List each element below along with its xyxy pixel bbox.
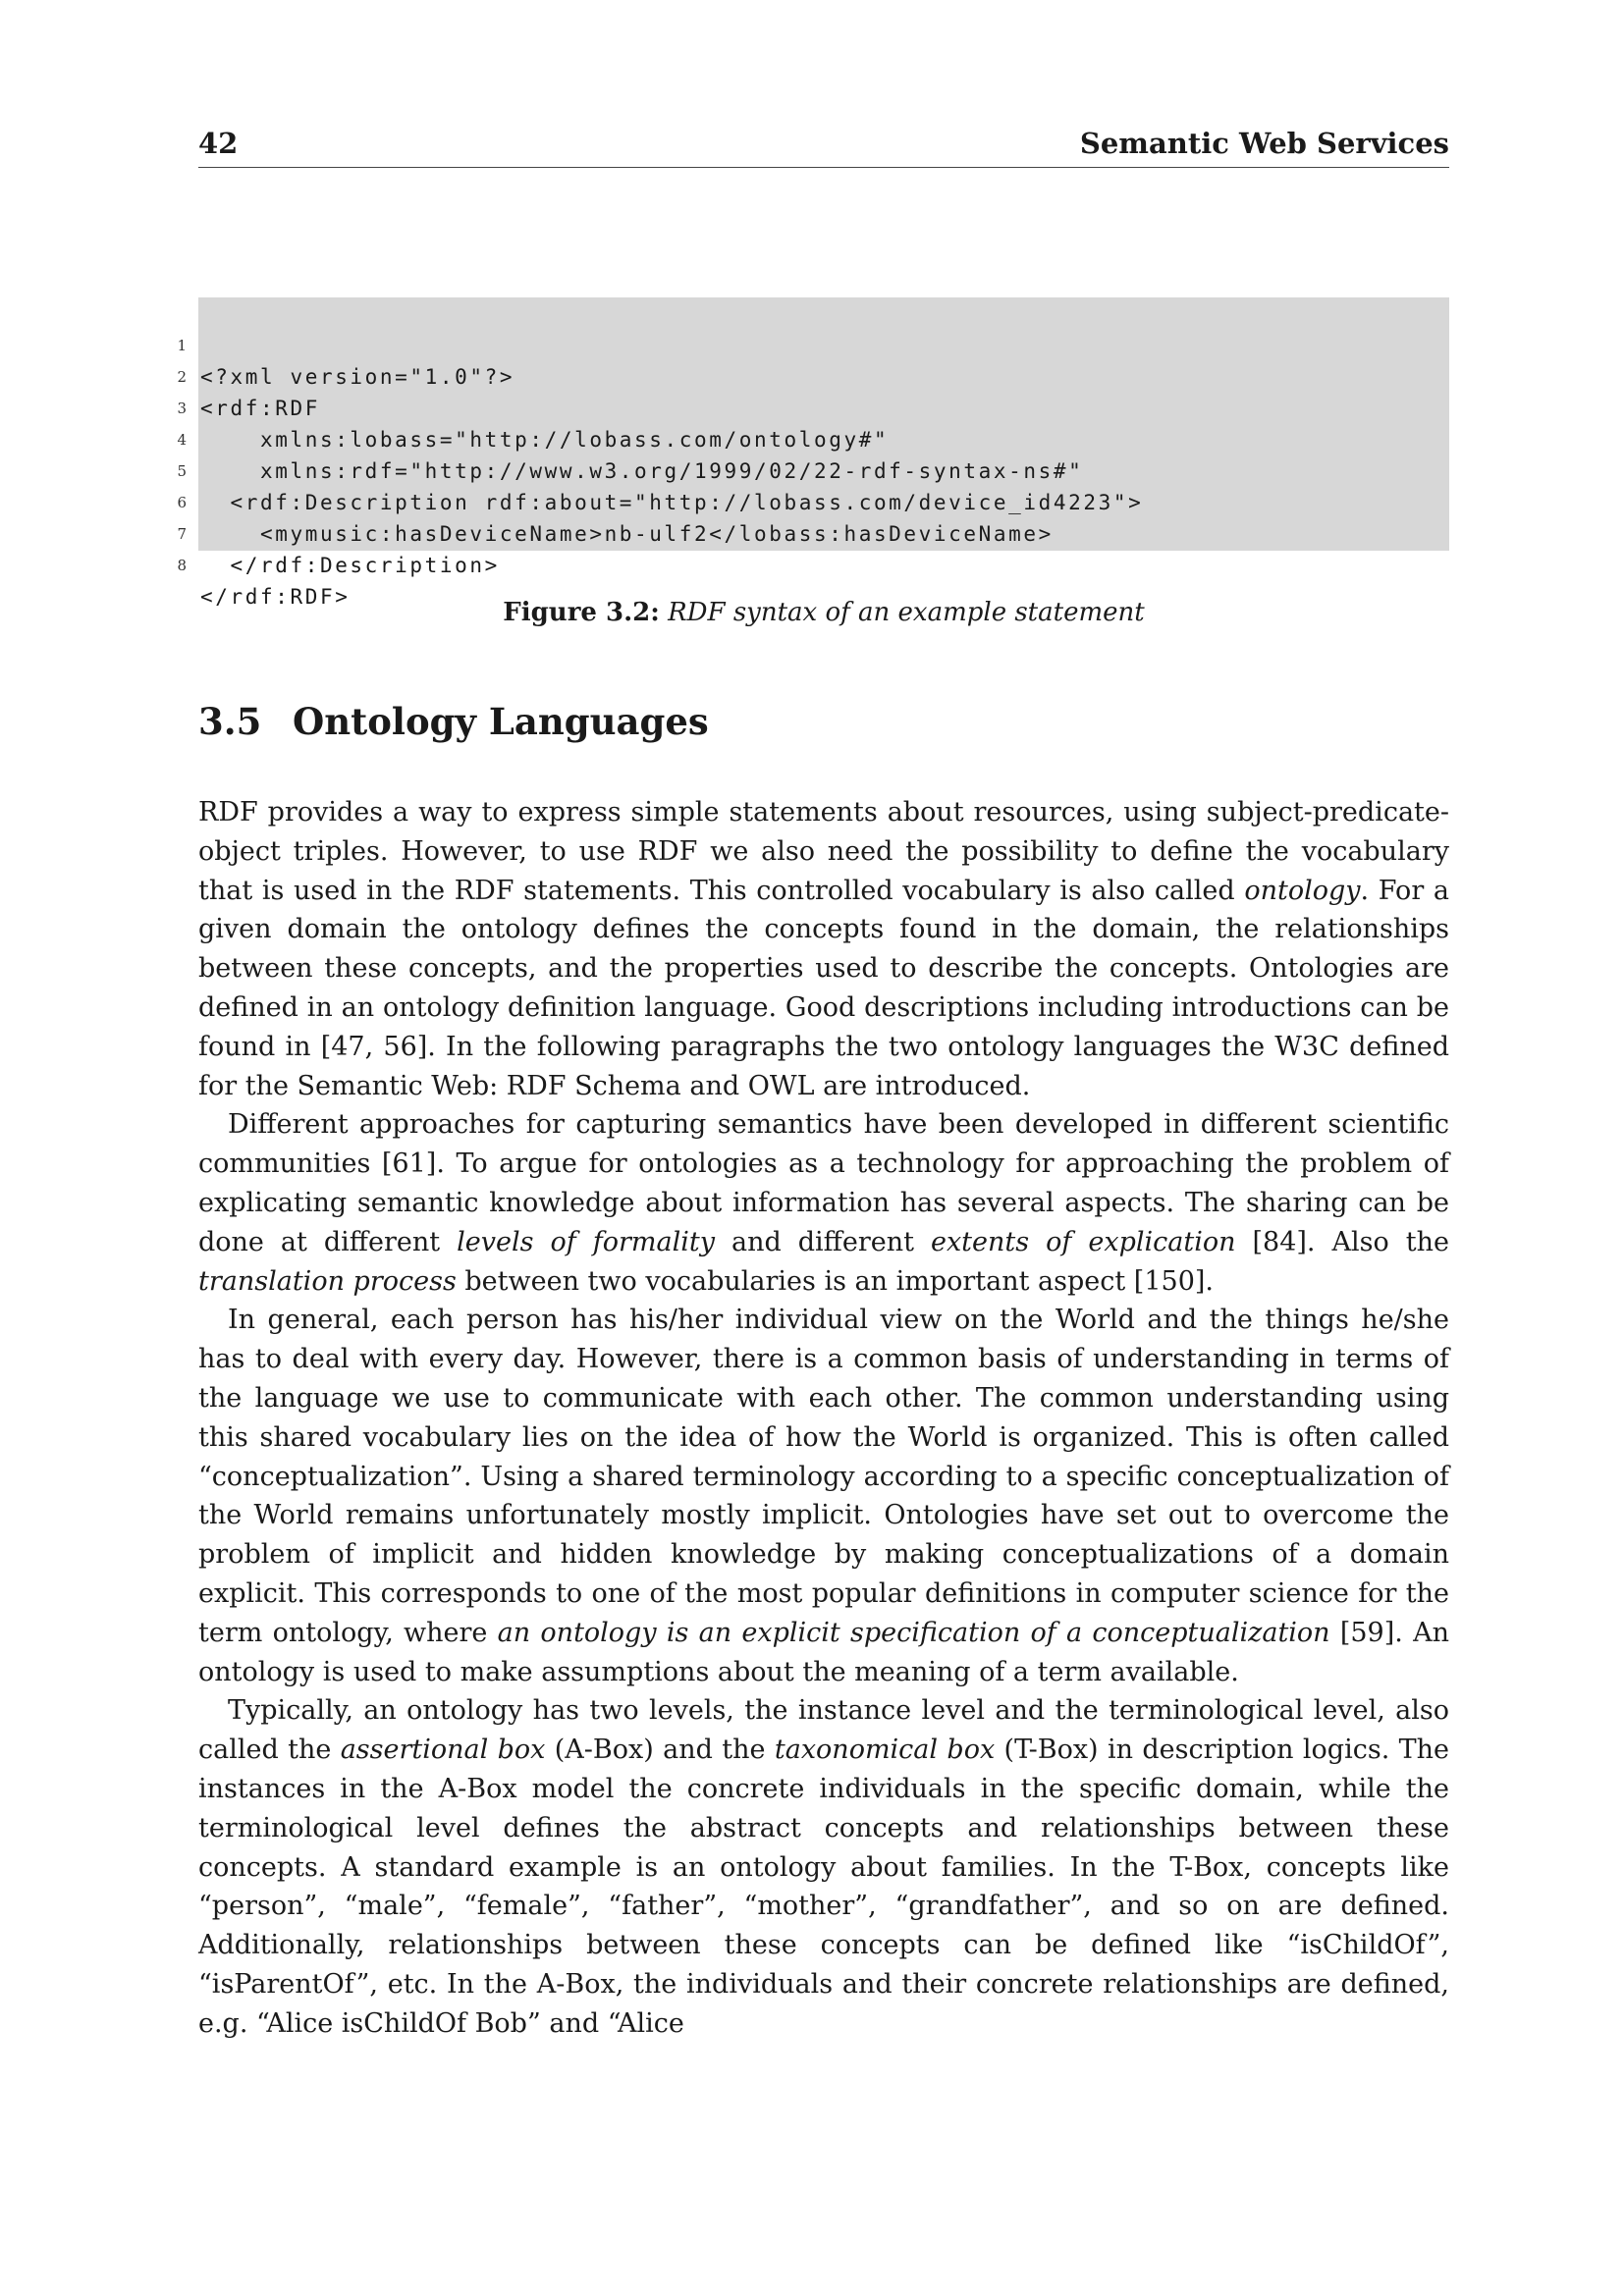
emphasis: extents of explication [930,1226,1236,1257]
text-run: . For a given domain the ontology defines the concepts found in the domain, the relationships between these concepts, and the properties used to describe the concepts. Ontologies are defined in an ontology definition language. Good descriptions including introductions can be found in [47, 56]. In the following paragraphs the two ontology languages the W3C defined for the Semantic Web: RDF Schema and OWL are introduced. [198,875,1449,1101]
figure-caption-text: RDF syntax of an example statement [668,598,1145,627]
emphasis: ontology [1244,875,1361,906]
line-number: 5 [177,462,187,480]
text-run: [59]. An ontology is used to make assumptions about the meaning of a term available. [198,1617,1449,1687]
section-title: Ontology Languages [293,700,709,743]
text-run: and different [714,1226,931,1257]
text-run: between two vocabularies is an important aspect [150]. [456,1265,1214,1297]
body-text [198,793,1449,2044]
emphasis: an ontology is an explicit specification of a conceptualization [497,1617,1330,1648]
text-run: Different approaches for capturing semantics have been developed in different scientific communities [61]. To argue for ontologies as a technology for approaching the problem of explicating semantic knowledge about information has several aspects. The sharing can be done at different [198,1109,1449,1257]
text-run: (A-Box) and the [545,1735,775,1766]
code-listing [177,297,1449,609]
code-text: <?xml version="1.0"?> [200,365,515,389]
code-text: <mymusic:hasDeviceName>nb-ulf2</lobass:hasDeviceName> [200,522,1054,546]
emphasis: translation process [198,1265,457,1297]
code-text: <rdf:Description rdf:about="http://lobass.com/device_id4223"> [200,491,1144,514]
text-run: In general, each person has his/her individual view on the World and the things he/she has to deal with every day. However, there is a common basis of understanding in terms of the language we use to communicate with each other. The common understanding using this shared vocabulary lies on the idea of how the World is organized. This is often called “conceptualization”. Using a shared terminology according to a specific conceptualization of the World remains unfortunately mostly implicit. Ontologies have set out to overcome the problem of implicit and hidden knowledge by making conceptualizations of a domain explicit. This corresponds to one of the most popular definitions in computer science for the term ontology, where [198,1305,1449,1648]
line-number: 3 [177,400,187,417]
figure-caption [198,596,1449,629]
code-text: </rdf:Description> [200,554,500,577]
code-text: xmlns:rdf="http://www.w3.org/1999/02/22-rdf-syntax-ns#" [200,459,1084,483]
section-number: 3.5 [198,700,262,743]
line-number: 2 [177,368,187,386]
line-number: 4 [177,431,187,449]
paragraph [198,793,1449,1105]
emphasis: taxonomical box [774,1735,996,1766]
running-title: Semantic Web Services [1079,127,1449,160]
running-header [198,126,1449,168]
code-text: <rdf:RDF [200,397,320,420]
emphasis: assertional box [340,1735,546,1766]
paragraph [198,1301,1449,1691]
code-text: </rdf:RDF> [200,585,351,609]
code-text: xmlns:lobass="http://lobass.com/ontology#" [200,428,890,452]
section-heading [198,699,709,744]
emphasis: levels of formality [457,1226,715,1257]
line-number: 8 [177,557,187,574]
line-number: 6 [177,494,187,511]
page-number: 42 [198,127,239,160]
paragraph [198,1105,1449,1301]
text-run: RDF provides a way to express simple statements about resources, using subject-predicate-object triples. However, to use RDF we also need the possibility to define the vocabulary that is used in the RDF statements. This controlled vocabulary is also called [198,797,1449,906]
code-line [177,298,1449,389]
figure-label: Figure 3.2: [503,598,660,627]
text-run: (T-Box) in description logics. The instances in the A-Box model the concrete individuals in the specific domain, while the terminological level defines the abstract concepts and relationships between these concepts. A standard example is an ontology about families. In the T-Box, concepts like “person”, “male”, “female”, “father”, “mother”, “grandfather”, and so on are defined. Additionally, relationships between these concepts can be defined like “isChildOf”, “isParentOf”, etc. In the A-Box, the individuals and their concrete relationships are defined, e.g. “Alice isChildOf Bob” and “Alice [198,1735,1450,2039]
paragraph [198,1691,1449,2043]
line-number: 1 [177,337,187,354]
text-run: Typically, an ontology has two levels, the instance level and the terminological level, also called the [198,1695,1449,1766]
line-number: 7 [177,525,187,543]
text-run: [84]. Also the [1235,1226,1449,1257]
